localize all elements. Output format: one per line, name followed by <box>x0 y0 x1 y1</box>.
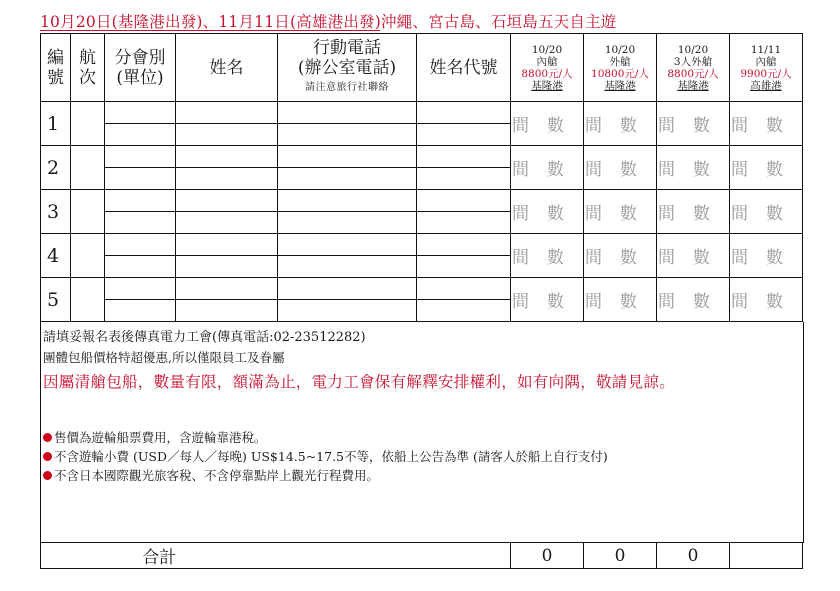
header-branch-sub: (單位) <box>116 67 164 88</box>
phone-subline[interactable] <box>278 123 416 124</box>
cabin-date: 10/20 <box>531 43 563 56</box>
name-cell[interactable] <box>176 190 278 234</box>
name-code-cell[interactable] <box>417 278 511 322</box>
total-table <box>40 542 803 569</box>
phone-subline[interactable] <box>278 211 416 212</box>
voyage-cell[interactable] <box>71 102 105 146</box>
total-value: 0 <box>584 543 657 569</box>
name-code-cell[interactable] <box>417 102 511 146</box>
phone-cell[interactable] <box>278 102 417 146</box>
room-count-cell[interactable]: 間數 <box>730 190 803 234</box>
phone-subline[interactable] <box>278 167 416 168</box>
name-code-cell[interactable] <box>417 190 511 234</box>
branch-cell[interactable] <box>105 278 176 322</box>
cabin-port: 基隆港 <box>677 79 709 92</box>
room-count-cell[interactable]: 間數 <box>511 102 584 146</box>
room-count-cell[interactable]: 間數 <box>730 234 803 278</box>
name-code-cell[interactable] <box>417 234 511 278</box>
bullet-text: 不含日本國際觀光旅客稅、不含停靠點岸上觀光行程費用。 <box>54 468 380 483</box>
total-row <box>41 543 803 569</box>
header-cabin-1 <box>511 34 584 102</box>
header-phone-note: 請注意旅行社聯絡 <box>305 81 389 93</box>
header-voyage: 航次 <box>71 34 105 102</box>
phone-cell[interactable] <box>278 146 417 190</box>
room-count-cell[interactable]: 間數 <box>511 278 584 322</box>
header-phone-label: 行動電話 <box>313 37 381 58</box>
cabin-type: 內艙 <box>755 55 777 68</box>
phone-cell[interactable] <box>278 278 417 322</box>
header-phone <box>278 34 417 102</box>
bullet-dot-icon <box>43 471 52 480</box>
room-count-cell[interactable]: 間數 <box>584 102 657 146</box>
voyage-cell[interactable] <box>71 146 105 190</box>
row-number: 5 <box>41 278 71 322</box>
registration-table <box>40 33 803 322</box>
header-phone-sub: (辦公室電話) <box>297 57 397 78</box>
branch-cell[interactable] <box>105 190 176 234</box>
total-label: 合計 <box>41 543 278 569</box>
cabin-price: 9900元/人 <box>740 67 792 80</box>
table-row <box>41 102 803 146</box>
code-subline[interactable] <box>417 211 510 212</box>
phone-cell[interactable] <box>278 234 417 278</box>
code-subline[interactable] <box>417 255 510 256</box>
voyage-cell[interactable] <box>71 234 105 278</box>
header-cabin-4 <box>730 34 803 102</box>
title-underline <box>40 30 380 31</box>
header-number: 編號 <box>41 34 71 102</box>
total-spacer <box>278 543 511 569</box>
row-number: 4 <box>41 234 71 278</box>
room-count-cell[interactable]: 間數 <box>657 278 730 322</box>
room-count-cell[interactable]: 間數 <box>584 234 657 278</box>
cabin-price: 8800元/人 <box>667 67 719 80</box>
cabin-type: 3人外艙 <box>673 55 713 68</box>
room-count-cell[interactable]: 間數 <box>657 190 730 234</box>
cabin-date: 10/20 <box>677 43 709 56</box>
room-count-cell[interactable]: 間數 <box>584 190 657 234</box>
header-cabin-3 <box>657 34 730 102</box>
phone-cell[interactable] <box>278 190 417 234</box>
bullet-dot-icon <box>43 433 52 442</box>
branch-subline[interactable] <box>105 123 175 124</box>
room-count-cell[interactable]: 間數 <box>584 278 657 322</box>
cabin-type: 內艙 <box>536 55 558 68</box>
total-value: 0 <box>511 543 584 569</box>
bullet-dot-icon <box>43 452 52 461</box>
table-row <box>41 278 803 322</box>
branch-subline[interactable] <box>105 299 175 300</box>
cabin-price: 10800元/人 <box>591 67 649 80</box>
table-row <box>41 190 803 234</box>
form-title: 10月20日(基隆港出發)、11月11日(高雄港出發)沖繩、宮古島、石垣島五天自主遊 <box>40 13 617 31</box>
room-count-cell[interactable]: 間數 <box>584 146 657 190</box>
room-count-cell[interactable]: 間數 <box>657 146 730 190</box>
room-count-cell[interactable]: 間數 <box>730 102 803 146</box>
cabin-date: 11/11 <box>750 43 782 56</box>
eligibility-note: 團體包船價格特超優惠,所以僅限員工及眷屬 <box>43 350 285 365</box>
header-row <box>41 34 803 102</box>
code-subline[interactable] <box>417 167 510 168</box>
cabin-date: 10/20 <box>604 43 636 56</box>
header-name-code: 姓名代號 <box>417 34 511 102</box>
room-count-cell[interactable]: 間數 <box>511 190 584 234</box>
code-subline[interactable] <box>417 123 510 124</box>
header-name: 姓名 <box>176 34 278 102</box>
cabin-type: 外艙 <box>609 55 631 68</box>
cabin-port: 基隆港 <box>531 79 563 92</box>
header-cabin-2 <box>584 34 657 102</box>
header-branch <box>105 34 176 102</box>
name-code-cell[interactable] <box>417 146 511 190</box>
branch-cell[interactable] <box>105 102 176 146</box>
name-subline[interactable] <box>176 167 277 168</box>
branch-subline[interactable] <box>105 255 175 256</box>
bullet-item <box>43 428 267 446</box>
voyage-cell[interactable] <box>71 190 105 234</box>
bullet-item <box>43 466 379 484</box>
bullet-item <box>43 447 608 465</box>
name-subline[interactable] <box>176 299 277 300</box>
room-count-cell[interactable]: 間數 <box>511 146 584 190</box>
cabin-price: 8800元/人 <box>521 67 573 80</box>
room-count-cell[interactable]: 間數 <box>730 278 803 322</box>
name-cell[interactable] <box>176 102 278 146</box>
branch-subline[interactable] <box>105 167 175 168</box>
header-branch-label: 分會別 <box>114 47 166 68</box>
name-subline[interactable] <box>176 211 277 212</box>
name-cell[interactable] <box>176 146 278 190</box>
total-value: 0 <box>657 543 730 569</box>
name-subline[interactable] <box>176 255 277 256</box>
table-row <box>41 146 803 190</box>
phone-subline[interactable] <box>278 299 416 300</box>
bullet-text: 不含遊輪小費 (USD／每人／每晚) US$14.5~17.5不等，依船上公告為準 (請客人於船上自行支付) <box>54 449 608 464</box>
branch-subline[interactable] <box>105 211 175 212</box>
notes-section <box>40 322 804 543</box>
voyage-cell[interactable] <box>71 278 105 322</box>
room-count-cell[interactable]: 間數 <box>657 102 730 146</box>
cabin-port: 基隆港 <box>604 79 636 92</box>
code-subline[interactable] <box>417 299 510 300</box>
name-cell[interactable] <box>176 278 278 322</box>
table-row <box>41 234 803 278</box>
branch-cell[interactable] <box>105 234 176 278</box>
room-count-cell[interactable]: 間數 <box>657 234 730 278</box>
name-subline[interactable] <box>176 123 277 124</box>
cabin-port: 高雄港 <box>750 79 782 92</box>
room-count-cell[interactable]: 間數 <box>730 146 803 190</box>
name-cell[interactable] <box>176 234 278 278</box>
row-number: 2 <box>41 146 71 190</box>
branch-cell[interactable] <box>105 146 176 190</box>
bullet-text: 售價為遊輪船票費用，含遊輪靠港稅。 <box>54 430 267 445</box>
total-value <box>730 543 803 569</box>
row-number: 1 <box>41 102 71 146</box>
fax-instruction: 請填妥報名表後傳真電力工會(傳真電話:02-23512282) <box>43 330 366 345</box>
row-number: 3 <box>41 190 71 234</box>
room-count-cell[interactable]: 間數 <box>511 234 584 278</box>
phone-subline[interactable] <box>278 255 416 256</box>
limited-availability-note: 因屬清艙包船，數量有限，額滿為止，電力工會保有解釋安排權利，如有向隅，敬請見諒。 <box>43 373 676 391</box>
